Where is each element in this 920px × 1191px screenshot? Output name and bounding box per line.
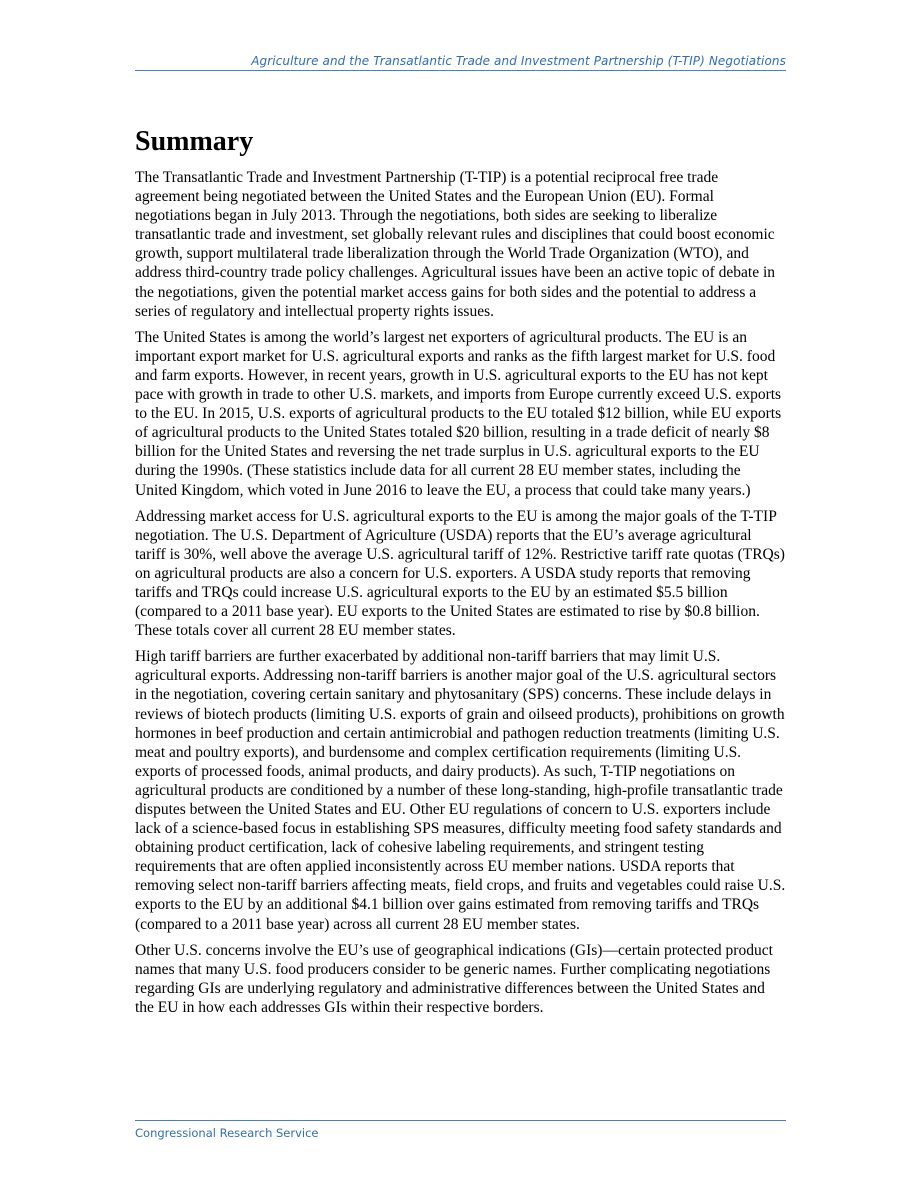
paragraph-1: The Transatlantic Trade and Investment Partnership (T-TIP) is a potential reciprocal free trade agreement being negotiated between the United States and the European Union (EU). Formal negotiations began in July 2013. Through the negotiations, both sides are seeking to liberalize transatlantic trade and investment, set globally relevant rules and disciplines that could boost economic growth, support multilateral trade liberalization through the World Trade Organization (WTO), and address third-country trade policy challenges. Agricultural issues have been an active topic of debate in the negotiations, given the potential market access gains for both sides and the potential to address a series of regulatory and intellectual property rights issues. xyxy=(135,169,776,320)
paragraph-4: High tariff barriers are further exacerbated by additional non-tariff barriers that may limit U.S. agricultural exports. Addressing non-tariff barriers is another major goal of the U.S. agricultural sectors in the negotiation, covering certain sanitary and phytosanitary (SPS) concerns. These include delays in reviews of biotech products (limiting U.S. exports of grain and oilseed products), prohibitions on growth hormones in beef production and certain antimicrobial and pathogen reduction treatments (limiting U.S. meat and poultry exports), and burdensome and complex certification requirements (limiting U.S. exports of processed foods, animal products, and dairy products). As such, T-TIP negotiations on agricultural products are conditioned by a number of these long-standing, high-profile transatlantic trade disputes between the United States and EU. Other EU regulations of concern to U.S. exporters include lack of a science-based focus in establishing SPS measures, difficulty meeting food safety standards and obtaining product certification, lack of cohesive labeling requirements, and stringent testing requirements that are often applied inconsistently across EU member nations. USDA reports that removing select non-tariff barriers affecting meats, field crops, and fruits and vegetables could raise U.S. exports to the EU by an additional $4.1 billion over gains estimated from removing tariffs and TRQs (compared to a 2011 base year) across all current 28 EU member states. xyxy=(135,648,786,933)
section-heading: Summary xyxy=(135,126,254,157)
summary-section xyxy=(135,122,786,1024)
running-header xyxy=(135,52,786,71)
page-footer xyxy=(135,1120,786,1142)
paragraph-2: The United States is among the world’s largest net exporters of agricultural products. The EU is an important export market for U.S. agricultural exports and ranks as the fifth largest market for U.S. food and farm exports. However, in recent years, growth in U.S. agricultural exports to the EU has not kept pace with growth in trade to other U.S. markets, and imports from Europe currently exceed U.S. exports to the EU. In 2015, U.S. exports of agricultural products to the EU totaled $12 billion, while EU exports of agricultural products to the United States totaled $20 billion, resulting in a trade deficit of nearly $8 billion for the United States and reversing the net trade surplus in U.S. agricultural exports to the EU during the 1990s. (These statistics include data for all current 28 EU member states, including the United Kingdom, which voted in June 2016 to leave the EU, a process that could take many years.) xyxy=(135,328,782,499)
paragraph-3: Addressing market access for U.S. agricultural exports to the EU is among the major goals of the T-TIP negotiation. The U.S. Department of Agriculture (USDA) reports that the EU’s average agricultural tariff is 30%, well above the average U.S. agricultural tariff of 12%. Restrictive tariff rate quotas (TRQs) on agricultural products are also a concern for U.S. exporters. A USDA study reports that removing tariffs and TRQs could increase U.S. agricultural exports to the EU by an estimated $5.5 billion (compared to a 2011 base year). EU exports to the United States are estimated to rise by $0.8 billion. These totals cover all current 28 EU member states. xyxy=(135,507,785,640)
footer-publisher: Congressional Research Service xyxy=(135,1126,319,1140)
paragraph-5: Other U.S. concerns involve the EU’s use of geographical indications (GIs)—certain protected product names that many U.S. food producers consider to be generic names. Further complicating negotiations regarding GIs are underlying regulatory and administrative differences between the United States and the EU in how each addresses GIs within their respective borders. xyxy=(135,941,773,1016)
running-title: Agriculture and the Transatlantic Trade and Investment Partnership (T-TIP) Negotiations xyxy=(251,54,786,68)
